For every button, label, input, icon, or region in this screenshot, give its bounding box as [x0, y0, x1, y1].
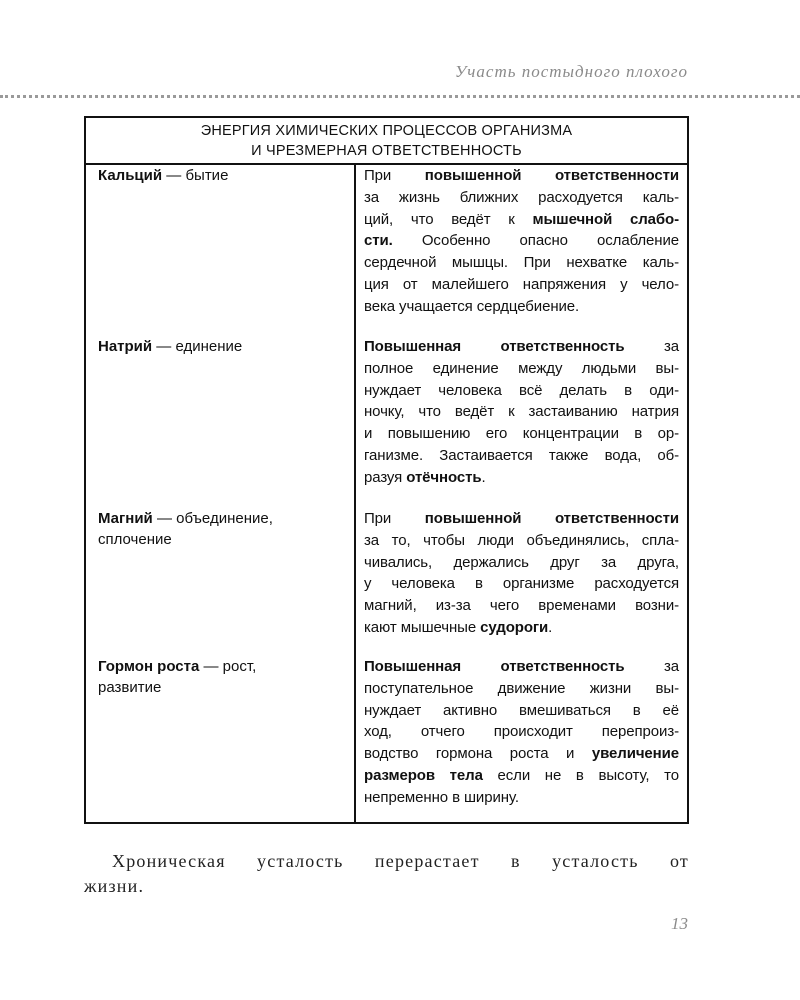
desc-line: разуя отёчность. [364, 468, 486, 486]
desc-line: кают мышечные судороги. [364, 618, 553, 636]
row-meaning-cont: сплочение [98, 531, 172, 548]
page-number: 13 [671, 914, 688, 933]
desc-line: ций, что ведёт к мышечной слабо- [364, 210, 679, 228]
row-meaning: — рост, [199, 658, 257, 675]
row-description [364, 336, 679, 489]
desc-line: Повышенная ответственность за [364, 338, 680, 355]
body-line-2: жизни. [84, 876, 145, 896]
table-title-line-1: ЭНЕРГИЯ ХИМИЧЕСКИХ ПРОЦЕССОВ ОРГАНИЗМА [200, 123, 573, 139]
row-description [364, 165, 679, 318]
desc-line: При повышенной ответственности [364, 167, 679, 184]
row-term: Натрий [98, 338, 153, 355]
desc-line: Повышенная ответственность за [364, 658, 680, 675]
desc-line: и повышению его концентрации в ор- [364, 425, 679, 443]
running-head: Участь постыдного плохого [454, 62, 688, 81]
desc-line: непременно в ширину. [364, 788, 519, 806]
row-meaning: — объединение, [152, 510, 273, 527]
desc-line: ция от малейшего напряжения у чело- [364, 275, 679, 293]
desc-line: магний, из-за чего временами возни- [364, 597, 679, 615]
desc-line: века учащается сердцебиение. [364, 297, 580, 315]
row-term-cell [98, 656, 344, 698]
desc-line: сти. Особенно опасно ослабление [364, 232, 679, 250]
desc-line: чивались, держались друг за друга, [364, 553, 679, 571]
row-term: Магний [98, 510, 153, 527]
row-description [364, 508, 679, 639]
desc-line: водство гормона роста и увеличение [364, 745, 679, 763]
row-term-cell [98, 165, 344, 186]
row-term: Гормон роста [98, 658, 200, 675]
table-body [86, 163, 687, 822]
desc-line: за жизнь ближних расходуется каль- [364, 188, 679, 206]
row-meaning-cont: развитие [98, 679, 162, 696]
header-dotted-rule [0, 95, 800, 98]
row-term-cell [98, 508, 344, 550]
desc-line: При повышенной ответственности [364, 510, 679, 527]
table-title-line-2: И ЧРЕЗМЕРНАЯ ОТВЕТСТВЕННОСТЬ [251, 143, 522, 159]
desc-line: нуждает активно вмешиваться в её [364, 701, 679, 719]
desc-line: размеров тела если не в высоту, то [364, 766, 679, 784]
column-divider [354, 163, 356, 822]
desc-line: ход, отчего происходит перепроиз- [364, 723, 679, 741]
desc-line: за то, чтобы люди объединялись, спла- [364, 531, 679, 549]
row-term-cell [98, 336, 344, 357]
energy-table [84, 116, 689, 824]
desc-line: ночку, что ведёт к застаиванию натрия [364, 403, 679, 421]
desc-line: ганизме. Застаивается также вода, об- [364, 446, 679, 464]
body-line-1: Хроническая усталость перерастает в усталость от [112, 851, 689, 871]
desc-line: у человека в организме расходуется [364, 575, 679, 593]
desc-line: полное единение между людьми вы- [364, 359, 679, 377]
desc-line: нуждает человека всё делать в оди- [364, 381, 679, 399]
desc-line: сердечной мышцы. При нехватке каль- [364, 254, 679, 272]
desc-line: поступательное движение жизни вы- [364, 679, 679, 697]
row-meaning: — единение [152, 338, 243, 355]
body-paragraph [84, 849, 689, 899]
row-term: Кальций [98, 167, 163, 184]
row-meaning: — бытие [162, 167, 229, 184]
row-description [364, 656, 679, 809]
table-title [86, 118, 687, 165]
